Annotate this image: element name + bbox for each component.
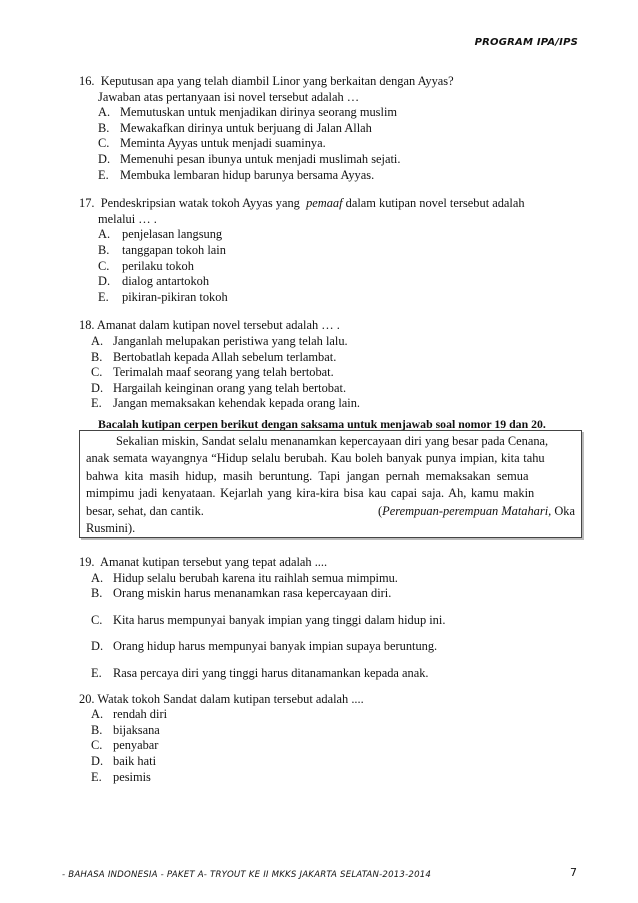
passage-line: bahwa kita masih hidup, masih beruntung. Tapi jangan pernah memaksakan semua [86, 468, 529, 483]
page-header-program: PROGRAM IPA/IPS [474, 37, 578, 48]
option-a[interactable]: A. rendah diri [91, 707, 168, 722]
passage-line: besar, sehat, dan cantik. (Perempuan-perempuan Matahari, Oka [86, 503, 575, 520]
emphasized-word: pemaaf [306, 196, 343, 211]
question-number: 17. [79, 196, 95, 211]
option-a[interactable]: A. penjelasan langsung [98, 227, 223, 242]
question-number: 16. [79, 74, 95, 88]
option-c[interactable]: C. Meminta Ayyas untuk menjadi suaminya. [98, 136, 326, 151]
questions-area [79, 74, 579, 412]
passage-source: (Perempuan-perempuan Matahari, Oka [378, 503, 575, 518]
option-e[interactable]: E. Membuka lembaran hidup barunya bersama Ayyas. [98, 167, 375, 182]
option-c[interactable]: C. penyabar [91, 738, 159, 753]
page-number: 7 [570, 866, 577, 879]
question-stem: Amanat kutipan tersebut yang tepat adalah .... [100, 555, 328, 569]
passage-line: anak semata wayangnya “Hidup selalu berubah. Kau boleh banyak punya impian, kita tahu [86, 451, 545, 466]
option-d[interactable]: D. dialog antartokoh [98, 274, 210, 289]
option-e[interactable]: E. pesimis [91, 769, 151, 784]
option-d[interactable]: D. Memenuhi pesan ibunya untuk menjadi muslimah sejati. [98, 151, 401, 166]
option-c[interactable]: C. perilaku tokoh [98, 258, 194, 273]
option-b[interactable]: B. tanggapan tokoh lain [98, 242, 226, 257]
question-stem: Keputusan apa yang telah diambil Linor yang berkaitan dengan Ayyas? [100, 74, 454, 88]
question-number: 19. [79, 555, 95, 569]
option-e[interactable]: E. Jangan memaksakan kehendak kepada orang lain. [91, 396, 361, 411]
option-c[interactable]: C. Kita harus mempunyai banyak impian yang tinggi dalam hidup ini. [91, 612, 446, 627]
passage-line: Sekalian miskin, Sandat selalu menanamkan kepercayaan diri yang besar pada Cenana, [116, 434, 549, 448]
option-a[interactable]: A. Janganlah melupakan peristiwa yang telah lalu. [91, 333, 348, 348]
option-b[interactable]: B. Mewakafkan dirinya untuk berjuang di Jalan Allah [98, 120, 372, 135]
questions-area-2 [79, 555, 579, 785]
option-b[interactable]: B. Bertobatlah kepada Allah sebelum terlambat. [91, 349, 337, 364]
question-17: 17. Pendeskripsian watak tokoh Ayyas yang pemaaf dalam kutipan novel tersebut adalah melalui … . A. penjelasan langsung B. tanggapan tokoh lain C. perilaku tokoh D. dialog antartokoh E. pikiran-pikiran tokoh [79, 196, 579, 305]
option-a[interactable]: A. Memutuskan untuk menjadikan dirinya seorang muslim [98, 105, 398, 120]
question-stem: 18. Amanat dalam kutipan novel tersebut adalah … . [79, 318, 340, 333]
question-stem-cont: melalui … . [98, 211, 157, 226]
question-stem: 20. Watak tokoh Sandat dalam kutipan tersebut adalah .... [79, 691, 364, 706]
option-a[interactable]: A. Hidup selalu berubah karena itu raihlah semua mimpimu. [91, 570, 398, 585]
option-c[interactable]: C. Terimalah maaf seorang yang telah bertobat. [91, 365, 334, 380]
option-d[interactable]: D. Orang hidup harus mempunyai banyak impian supaya beruntung. [91, 639, 438, 654]
question-18 [79, 318, 579, 412]
question-stem-cont: Jawaban atas pertanyaan isi novel tersebut adalah … [98, 89, 360, 104]
option-e[interactable]: E. Rasa percaya diri yang tinggi harus ditanamankan kepada anak. [91, 665, 429, 680]
option-b[interactable]: B. bijaksana [91, 722, 160, 737]
question-16 [79, 74, 579, 183]
question-19 [79, 555, 579, 682]
reading-instruction: Bacalah kutipan cerpen berikut dengan saksama untuk menjawab soal nomor 19 dan 20. [98, 417, 546, 431]
page-footer: - BAHASA INDONESIA - PAKET A- TRYOUT KE II MKKS JAKARTA SELATAN-2013-2014 [62, 870, 432, 880]
option-d[interactable]: D. Hargailah keinginan orang yang telah bertobat. [91, 380, 347, 395]
option-e[interactable]: E. pikiran-pikiran tokoh [98, 289, 228, 304]
passage-line: mimpimu jadi kenyataan. Kejarlah yang kira-kira bisa kau capai saja. Ah, kamu makin [86, 486, 535, 501]
story-excerpt-box [79, 430, 582, 538]
option-d[interactable]: D. baik hati [91, 753, 157, 768]
passage-line: Rusmini). [86, 520, 136, 535]
option-b[interactable]: B. Orang miskin harus menanamkan rasa kepercayaan diri. [91, 586, 392, 601]
question-20 [79, 692, 579, 786]
